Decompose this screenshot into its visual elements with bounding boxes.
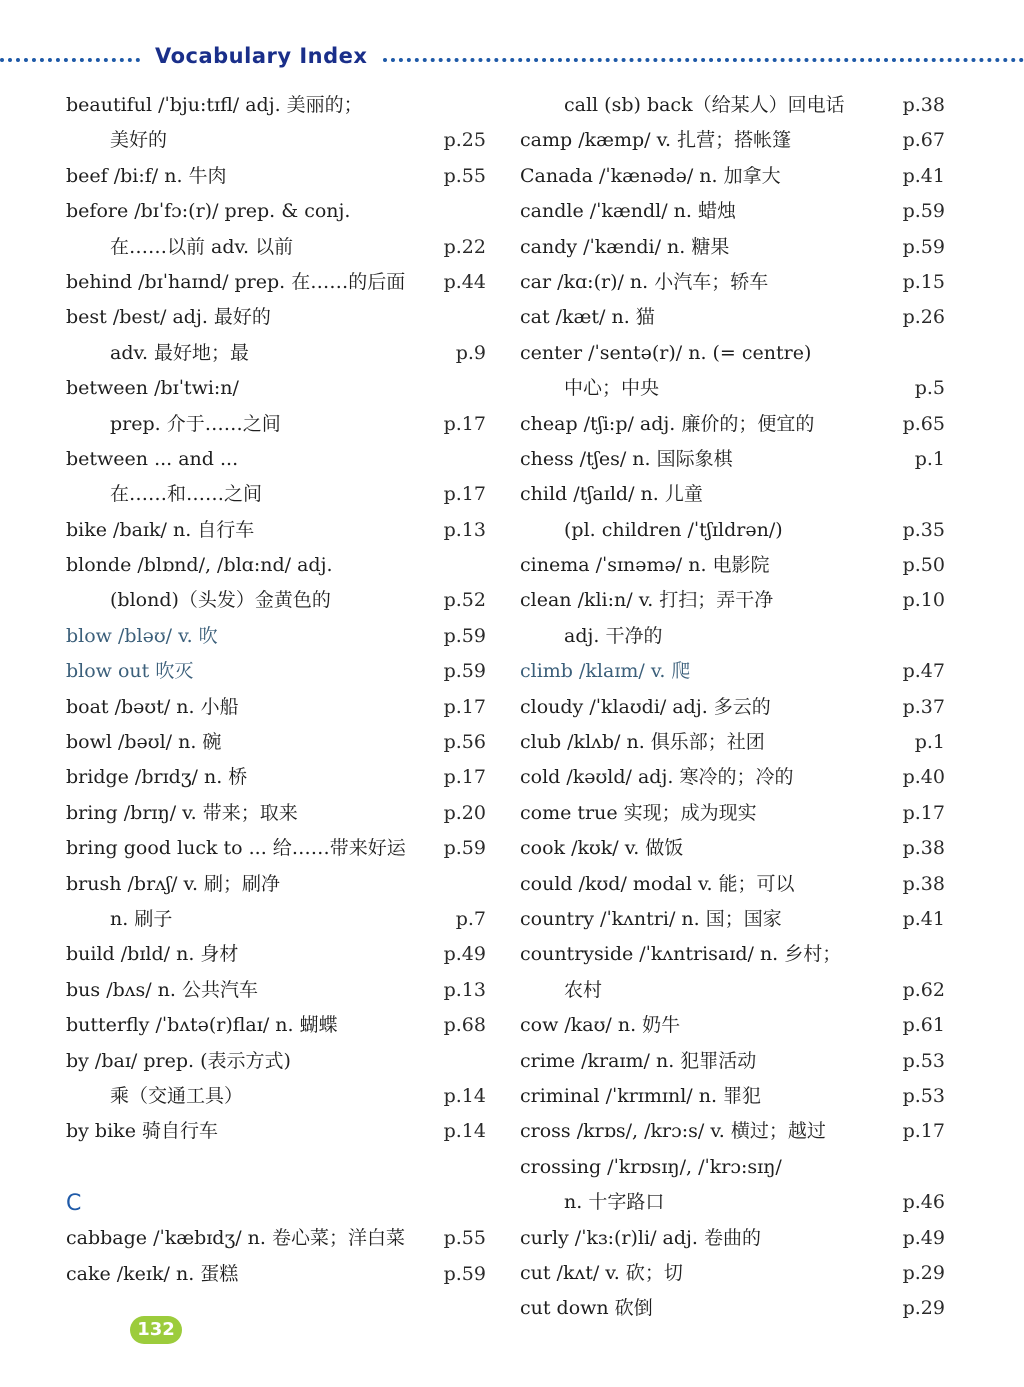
vocab-entry-text: n. 十字路口 bbox=[564, 1191, 665, 1214]
vocab-page-ref: p.17 bbox=[443, 412, 486, 435]
vocab-entry bbox=[66, 973, 486, 1008]
vocab-entry-text: before /bɪˈfɔ:(r)/ prep. & conj. bbox=[66, 200, 351, 223]
vocab-entry-text: cinema /ˈsɪnəmə/ n. 电影院 bbox=[520, 554, 770, 577]
vocab-entry-text: bike /baɪk/ n. 自行车 bbox=[66, 518, 255, 541]
vocab-entry bbox=[520, 902, 945, 937]
index-header bbox=[0, 38, 1024, 78]
vocab-entry-text: Canada /ˈkænədə/ n. 加拿大 bbox=[520, 164, 781, 187]
vocab-entry bbox=[520, 619, 945, 654]
vocab-entry bbox=[520, 654, 945, 689]
vocab-page-ref: p.38 bbox=[902, 94, 945, 116]
vocab-entry-text: climb /klaɪm/ v. 爬 bbox=[520, 660, 691, 683]
vocab-entry bbox=[520, 1291, 945, 1326]
vocab-entry-text: beautiful /ˈbju:tɪfl/ adj. 美丽的； bbox=[66, 94, 363, 116]
page-number-badge: 132 bbox=[130, 1316, 182, 1344]
vocab-entry-text: adj. 干净的 bbox=[564, 624, 663, 647]
vocab-entry-text: bus /bʌs/ n. 公共汽车 bbox=[66, 978, 258, 1001]
vocab-entry bbox=[66, 867, 486, 902]
vocab-entry bbox=[66, 371, 486, 406]
vocab-entry bbox=[520, 477, 945, 512]
vocab-entry-text: cut down 砍倒 bbox=[520, 1297, 653, 1320]
vocab-entry bbox=[66, 690, 486, 725]
vocab-page-ref: p.53 bbox=[902, 1049, 945, 1072]
vocab-entry bbox=[66, 300, 486, 335]
vocab-entry-text: blow out 吹灭 bbox=[66, 660, 194, 683]
vocab-entry-text: boat /bəʊt/ n. 小船 bbox=[66, 695, 239, 718]
vocab-entry-text: cheap /tʃi:p/ adj. 廉价的；便宜的 bbox=[520, 412, 815, 435]
vocab-entry bbox=[520, 583, 945, 618]
vocab-entry-text: bridge /brɪdʒ/ n. 桥 bbox=[66, 766, 248, 789]
vocab-page-ref: p.55 bbox=[443, 1227, 486, 1250]
vocab-entry bbox=[520, 194, 945, 229]
right-vocabulary-column bbox=[520, 88, 945, 1327]
vocab-entry-text: best /best/ adj. 最好的 bbox=[66, 306, 271, 329]
vocab-entry-text: (pl. children /ˈtʃɪldrən/) bbox=[564, 518, 783, 541]
vocab-page-ref: p.38 bbox=[902, 837, 945, 860]
vocab-entry-text: camp /kæmp/ v. 扎营；搭帐篷 bbox=[520, 129, 792, 152]
vocab-entry-text: between ... and ... bbox=[66, 447, 239, 470]
vocab-page-ref: p.10 bbox=[902, 589, 945, 612]
vocab-page-ref: p.17 bbox=[902, 801, 945, 824]
vocab-page-ref: p.50 bbox=[902, 554, 945, 577]
vocab-entry bbox=[520, 1221, 945, 1256]
vocab-page-ref: p.55 bbox=[443, 164, 486, 187]
vocab-page-ref: p.52 bbox=[443, 589, 486, 612]
vocab-entry bbox=[520, 1008, 945, 1043]
vocab-page-ref: p.35 bbox=[902, 518, 945, 541]
vocab-entry bbox=[66, 230, 486, 265]
vocab-entry bbox=[66, 725, 486, 760]
vocab-entry-text: cut /kʌt/ v. 砍；切 bbox=[520, 1261, 683, 1284]
vocab-entry bbox=[520, 442, 945, 477]
vocab-entry bbox=[520, 796, 945, 831]
vocab-page-ref: p.14 bbox=[443, 1084, 486, 1107]
vocab-entry bbox=[66, 831, 486, 866]
vocab-entry-text: cloudy /ˈklaʊdi/ adj. 多云的 bbox=[520, 695, 771, 718]
vocab-entry bbox=[66, 1008, 486, 1043]
vocab-page-ref: p.20 bbox=[443, 801, 486, 824]
vocab-entry bbox=[520, 336, 945, 371]
vocab-entry bbox=[66, 760, 486, 795]
vocab-page-ref: p.59 bbox=[443, 624, 486, 647]
vocab-entry bbox=[520, 725, 945, 760]
vocab-entry-text: (blond)（头发）金黄色的 bbox=[110, 589, 331, 612]
vocab-entry-text: adv. 最好地；最 bbox=[110, 341, 250, 364]
vocab-entry-text: cold /kəʊld/ adj. 寒冷的；冷的 bbox=[520, 766, 794, 789]
vocab-page-ref: p.41 bbox=[902, 164, 945, 187]
vocab-entry-text: 在……和……之间 bbox=[110, 483, 263, 506]
vocab-entry bbox=[520, 123, 945, 158]
vocab-entry bbox=[66, 902, 486, 937]
vocab-page-ref: p.49 bbox=[902, 1226, 945, 1249]
vocab-entry bbox=[66, 1114, 486, 1149]
vocab-entry-text: car /kɑ:(r)/ n. 小汽车；轿车 bbox=[520, 270, 769, 293]
vocab-entry-text: center /ˈsentə(r)/ n. (= centre) bbox=[520, 341, 812, 364]
vocab-page-ref: p.65 bbox=[902, 412, 945, 435]
header-dotted-rule-right bbox=[383, 58, 1024, 62]
vocab-page-ref: p.41 bbox=[902, 907, 945, 930]
vocab-entry bbox=[520, 371, 945, 406]
vocab-entry-text: clean /kli:n/ v. 打扫；弄干净 bbox=[520, 589, 774, 612]
vocab-page-ref: p.15 bbox=[902, 270, 945, 293]
vocab-page-ref: p.47 bbox=[902, 660, 945, 683]
vocab-entry bbox=[66, 265, 486, 300]
vocab-entry-text: curly /ˈkɜ:(r)li/ adj. 卷曲的 bbox=[520, 1226, 761, 1249]
vocab-page-ref: p.59 bbox=[443, 660, 486, 683]
vocab-entry-text: countryside /ˈkʌntrisaɪd/ n. 乡村； bbox=[520, 943, 842, 966]
vocab-page-ref: p.56 bbox=[443, 731, 486, 754]
vocab-page-ref: p.62 bbox=[902, 978, 945, 1001]
section-letter-heading bbox=[66, 1186, 486, 1221]
vocab-entry bbox=[66, 123, 486, 158]
vocab-entry-text: n. 刷子 bbox=[110, 907, 173, 930]
vocab-entry bbox=[520, 1114, 945, 1149]
vocab-entry-text: blonde /blɒnd/, /blɑ:nd/ adj. bbox=[66, 554, 333, 577]
vocab-entry bbox=[66, 194, 486, 229]
vocab-entry-text: candle /ˈkændl/ n. 蜡烛 bbox=[520, 200, 736, 223]
vocab-entry bbox=[66, 1257, 486, 1292]
vocab-page-ref: p.1 bbox=[914, 447, 945, 470]
vocab-entry-text: by /baɪ/ prep. (表示方式) bbox=[66, 1049, 291, 1072]
vocab-page-ref: p.26 bbox=[902, 306, 945, 329]
vocab-entry-text: child /tʃaɪld/ n. 儿童 bbox=[520, 483, 703, 506]
vocab-page-ref: p.53 bbox=[902, 1084, 945, 1107]
vocab-page-ref: p.17 bbox=[443, 483, 486, 506]
vocab-entry bbox=[66, 477, 486, 512]
vocab-page-ref: p.29 bbox=[902, 1261, 945, 1284]
vocab-entry bbox=[520, 159, 945, 194]
vocab-entry bbox=[66, 548, 486, 583]
vocab-entry bbox=[520, 1185, 945, 1220]
vocab-entry bbox=[66, 583, 486, 618]
section-spacer bbox=[66, 1150, 486, 1186]
vocab-entry bbox=[520, 831, 945, 866]
vocab-entry bbox=[520, 88, 945, 123]
vocab-page-ref: p.68 bbox=[443, 1014, 486, 1037]
vocab-entry-text: bowl /bəʊl/ n. 碗 bbox=[66, 731, 222, 754]
vocab-entry-text: behind /bɪˈhaɪnd/ prep. 在……的后面 bbox=[66, 270, 406, 293]
vocab-entry bbox=[520, 973, 945, 1008]
vocab-entry-text: club /klʌb/ n. 俱乐部；社团 bbox=[520, 731, 765, 754]
vocab-page-ref: p.49 bbox=[443, 943, 486, 966]
vocab-page-ref: p.22 bbox=[443, 235, 486, 258]
vocab-entry bbox=[66, 1044, 486, 1079]
vocab-entry bbox=[66, 513, 486, 548]
vocab-entry bbox=[520, 300, 945, 335]
vocab-entry-text: blow /bləʊ/ v. 吹 bbox=[66, 624, 218, 647]
vocab-entry-text: country /ˈkʌntri/ n. 国；国家 bbox=[520, 907, 782, 930]
vocab-entry bbox=[66, 937, 486, 972]
vocab-page-ref: p.59 bbox=[902, 200, 945, 223]
vocab-entry bbox=[66, 654, 486, 689]
vocab-entry bbox=[520, 1079, 945, 1114]
vocab-entry bbox=[520, 1044, 945, 1079]
vocab-page-ref: p.17 bbox=[443, 766, 486, 789]
vocab-page-ref: p.25 bbox=[443, 129, 486, 152]
vocab-page-ref: p.40 bbox=[902, 766, 945, 789]
vocab-entry bbox=[520, 265, 945, 300]
vocab-page-ref: p.13 bbox=[443, 518, 486, 541]
left-vocabulary-column bbox=[66, 88, 486, 1292]
vocab-page-ref: p.7 bbox=[455, 907, 486, 930]
vocab-entry-text: come true 实现；成为现实 bbox=[520, 801, 757, 824]
header-dotted-rule-left bbox=[0, 58, 140, 62]
vocab-page-ref: p.61 bbox=[902, 1014, 945, 1037]
vocab-entry bbox=[520, 407, 945, 442]
vocab-page-ref: p.59 bbox=[443, 837, 486, 860]
vocab-entry-text: call (sb) back（给某人）回电话 bbox=[564, 94, 845, 116]
vocab-entry bbox=[520, 513, 945, 548]
vocab-entry bbox=[66, 442, 486, 477]
vocab-entry-text: 中心；中央 bbox=[564, 377, 660, 400]
vocab-entry-text: could /kʊd/ modal v. 能；可以 bbox=[520, 872, 795, 895]
vocab-entry-text: by bike 骑自行车 bbox=[66, 1120, 218, 1143]
vocab-entry-text: cabbage /ˈkæbɪdʒ/ n. 卷心菜；洋白菜 bbox=[66, 1227, 405, 1250]
vocab-entry-text: cake /keɪk/ n. 蛋糕 bbox=[66, 1262, 239, 1285]
vocab-entry-text: beef /bi:f/ n. 牛肉 bbox=[66, 164, 227, 187]
vocab-entry bbox=[66, 159, 486, 194]
vocab-entry bbox=[66, 88, 486, 123]
vocab-entry-text: cow /kaʊ/ n. 奶牛 bbox=[520, 1014, 681, 1037]
vocab-page-ref: p.5 bbox=[914, 377, 945, 400]
section-letter: C bbox=[66, 1190, 82, 1216]
vocab-entry bbox=[520, 1256, 945, 1291]
vocab-entry bbox=[66, 619, 486, 654]
vocab-entry bbox=[66, 1221, 486, 1256]
vocab-entry bbox=[520, 1150, 945, 1185]
vocab-entry-text: 农村 bbox=[564, 978, 603, 1001]
vocab-page-ref: p.9 bbox=[455, 341, 486, 364]
vocab-page-ref: p.46 bbox=[902, 1191, 945, 1214]
vocab-entry bbox=[520, 548, 945, 583]
vocab-entry-text: build /bɪld/ n. 身材 bbox=[66, 943, 239, 966]
vocab-entry bbox=[520, 230, 945, 265]
vocab-entry-text: 在……以前 adv. 以前 bbox=[110, 235, 294, 258]
vocab-entry-text: 乘（交通工具） bbox=[110, 1084, 244, 1107]
vocab-entry-text: criminal /ˈkrɪmɪnl/ n. 罪犯 bbox=[520, 1084, 762, 1107]
vocab-entry bbox=[520, 690, 945, 725]
vocab-entry-text: bring good luck to ... 给……带来好运 bbox=[66, 837, 406, 860]
vocab-page-ref: p.37 bbox=[902, 695, 945, 718]
vocab-entry-text: crossing /ˈkrɒsɪŋ/, /ˈkrɔ:sɪŋ/ bbox=[520, 1155, 782, 1178]
vocab-entry bbox=[66, 796, 486, 831]
vocab-entry-text: bring /brɪŋ/ v. 带来；取来 bbox=[66, 801, 298, 824]
vocab-entry-text: chess /tʃes/ n. 国际象棋 bbox=[520, 447, 733, 470]
vocab-entry-text: crime /kraɪm/ n. 犯罪活动 bbox=[520, 1049, 757, 1072]
page-title: Vocabulary Index bbox=[155, 44, 368, 68]
vocab-page-ref: p.67 bbox=[902, 129, 945, 152]
vocab-entry bbox=[520, 867, 945, 902]
vocab-entry bbox=[520, 760, 945, 795]
vocab-page-ref: p.17 bbox=[443, 695, 486, 718]
vocab-page-ref: p.59 bbox=[443, 1262, 486, 1285]
vocab-page-ref: p.13 bbox=[443, 978, 486, 1001]
vocab-entry-text: cross /krɒs/, /krɔ:s/ v. 横过；越过 bbox=[520, 1120, 826, 1143]
vocab-entry-text: cat /kæt/ n. 猫 bbox=[520, 306, 655, 329]
vocab-page-ref: p.1 bbox=[914, 731, 945, 754]
vocab-page-ref: p.14 bbox=[443, 1120, 486, 1143]
vocab-entry-text: prep. 介于……之间 bbox=[110, 412, 281, 435]
vocab-entry-text: brush /brʌʃ/ v. 刷；刷净 bbox=[66, 872, 281, 895]
vocab-entry bbox=[520, 937, 945, 972]
vocab-entry-text: candy /ˈkændi/ n. 糖果 bbox=[520, 235, 730, 258]
vocab-entry-text: cook /kʊk/ v. 做饭 bbox=[520, 837, 684, 860]
vocab-entry-text: butterfly /ˈbʌtə(r)flaɪ/ n. 蝴蝶 bbox=[66, 1014, 338, 1037]
vocab-page-ref: p.17 bbox=[902, 1120, 945, 1143]
vocab-entry bbox=[66, 1079, 486, 1114]
vocab-page-ref: p.44 bbox=[443, 270, 486, 293]
vocab-page-ref: p.59 bbox=[902, 235, 945, 258]
vocab-entry-text: 美好的 bbox=[110, 129, 168, 152]
vocab-page-ref: p.29 bbox=[902, 1297, 945, 1320]
vocab-entry-text: between /bɪˈtwi:n/ bbox=[66, 377, 239, 400]
vocab-entry bbox=[66, 407, 486, 442]
vocab-page-ref: p.38 bbox=[902, 872, 945, 895]
vocab-entry bbox=[66, 336, 486, 371]
